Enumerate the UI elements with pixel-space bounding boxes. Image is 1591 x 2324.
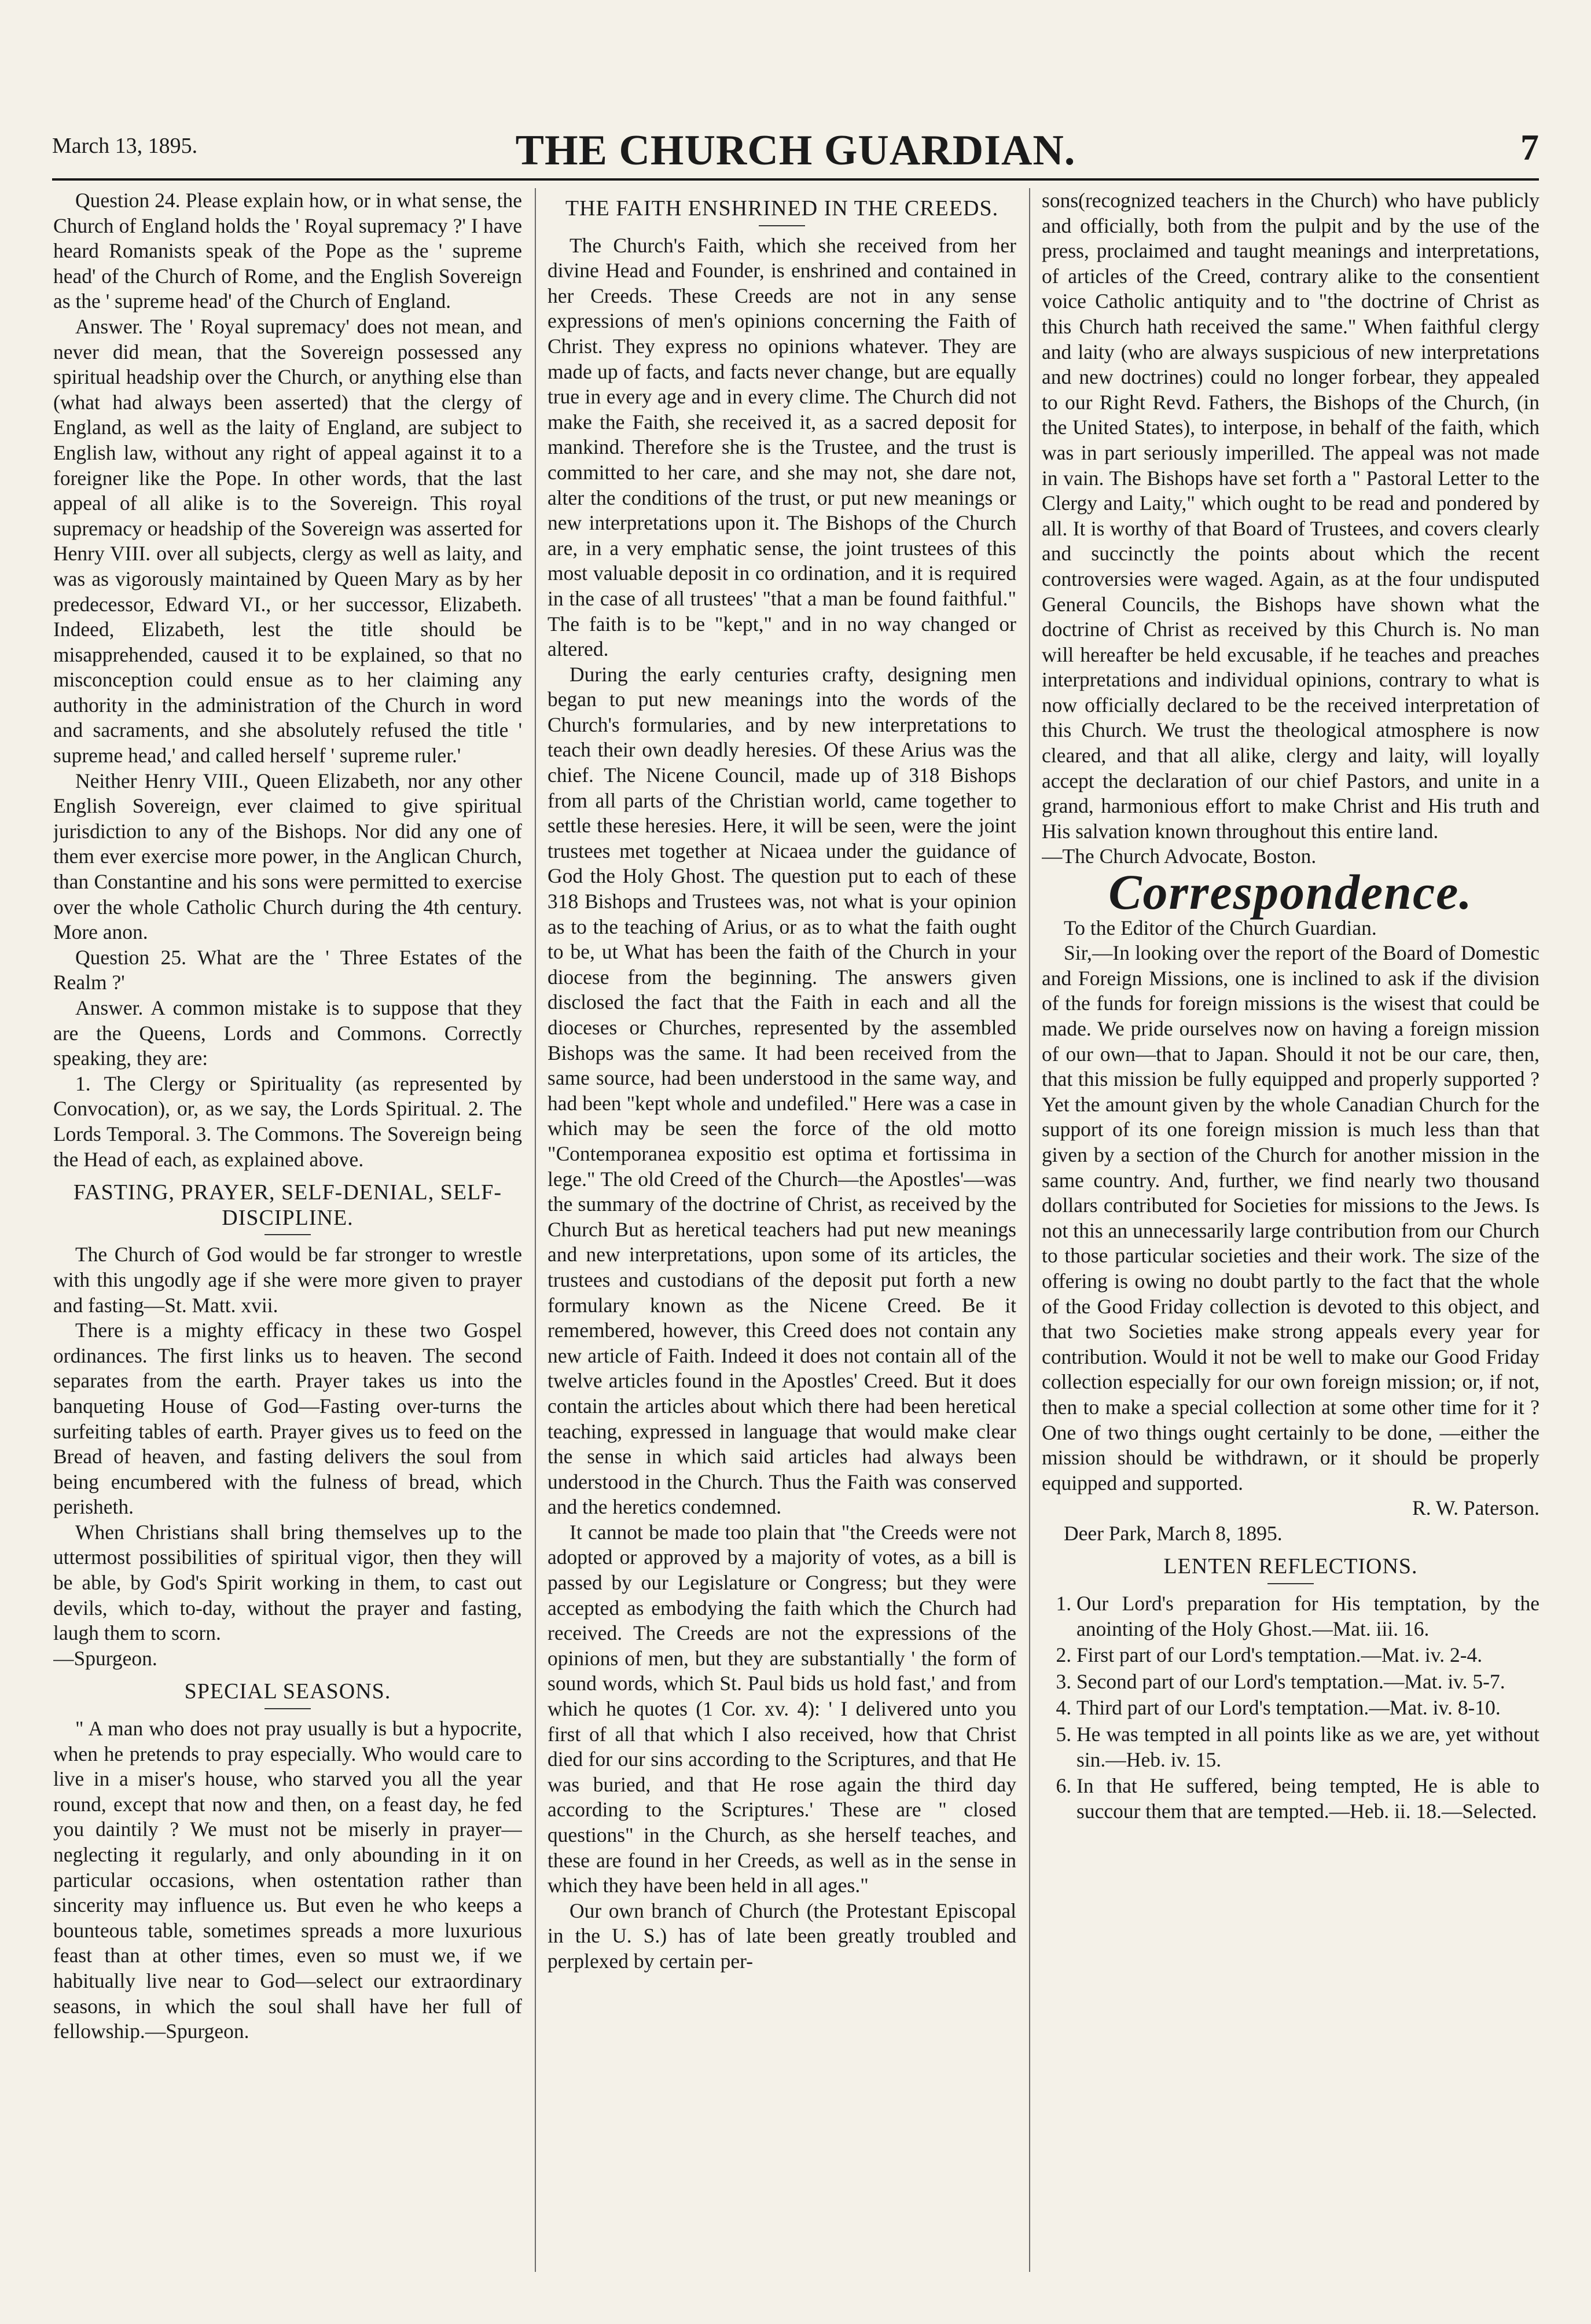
issue-date: March 13, 1895. xyxy=(52,134,198,158)
column-3 xyxy=(1042,188,1539,2283)
lenten-heading: LENTEN REFLECTIONS. xyxy=(1163,1554,1418,1579)
special-seasons-paragraph: " A man who does not pray usually is but a hypocrite, when he pretends to pray especially. Who would care to live in a miser's house, who starved you all the year round, except that now and then, on a feast day, he fed you daintily ? We must not be miserly in prayer—neglecting it regularly, and only abounding in it on particular occasions, when ostentation rather than sincerity may influence us. But even he who keeps a bounteous table, sometimes spreads a more luxurious feast than at other times, even so must we, if we habitually live near to God—select our extraordinary seasons, in which the soul shall have her full of fellowship.—Spurgeon. xyxy=(53,1717,522,2043)
faith-paragraph: During the early centuries crafty, designing men began to put new meanings into the words of the Church's formularies, and by new interpretations to teach their own deadly heresies. Of these Arius was the chief. The Nicene Council, made up of 318 Bishops from all parts of the Christian world, came together to settle these heresies. Here, it will be seen, were the joint trustees met together at Nicaea under the guidance of God the Holy Ghost. The question put to each of these 318 Bishops and Trustees was, not what is your opinion as to the teaching of Arius, or as to what the faith ought to be, ut What has been the faith of the Church in your diocese from the beginning. The answers given disclosed the fact that the Faith in each and all the dioceses or Churches, represented by the assembled Bishops was the same. It had been received from the same source, had been understood in the same way, and had been "kept whole and undefiled." Here was a case in which may be seen the force of the old motto "Contemporanea expositio est optima et fortissima in lege." The old Creed of the Church—the Apostles'—was the summary of the doctrine of Christ, as received by the Church But as heretical teachers had put new meanings and new interpretations, upon some of its articles, the trustees and custodians of the deposit put forth a new formulary known as the Nicene Creed. Be it remembered, however, this Creed does not contain any new article of Faith. Indeed it does not contain all of the twelve articles found in the Apostles' Creed. But it does contain the articles about which there had been heretical teaching, expressed in language that would make clear the sense in which said articles had always been understood in the Church. Thus the Faith was conserved and the heretics condemned. xyxy=(548,662,1016,1519)
page-number: 7 xyxy=(1520,127,1539,168)
list-item: 2. First part of our Lord's temptation.—Mat. iv. 2-4. xyxy=(1076,1643,1539,1668)
column-divider xyxy=(535,188,536,2272)
column-1 xyxy=(53,188,522,2283)
masthead xyxy=(52,126,1539,179)
faith-paragraph: It cannot be made too plain that "the Creeds were not adopted or approved by a majority of votes, as a bill is passed by our Legislature or Congress; but they were accepted as embodying the faith which the Church had received. The Creeds are not the expressions of the opinions of men, but they are substantially ' the form of sound words, which St. Paul bids us hold fast,' and from which he quotes (1 Cor. xv. 4): ' I delivered unto you first of all that which I also received, how that Christ died for our sins according to the Scriptures, and that He was buried, and that He rose again the third day according to the Scriptures.' These are " closed questions" in the Church, as she herself teaches, and these are found in her Creeds, as well as in the sense in which they have been held in all ages." xyxy=(548,1520,1016,1897)
faith-source: —The Church Advocate, Boston. xyxy=(1042,845,1317,868)
special-seasons-heading: SPECIAL SEASONS. xyxy=(184,1679,391,1704)
lenten-list xyxy=(1042,1591,1539,1824)
list-item: 3. Second part of our Lord's temptation.—Mat. iv. 5-7. xyxy=(1076,1669,1539,1695)
letter-salutation: To the Editor of the Church Guardian. xyxy=(1064,916,1377,939)
section-rule xyxy=(759,225,805,226)
list-item: 6. In that He suffered, being tempted, He is able to succour them that are tempted.—Heb. ii. 18.—Selected. xyxy=(1076,1774,1539,1824)
question-25: Question 25. What are the ' Three Estates of the Realm ?' xyxy=(53,945,522,994)
neither-paragraph: Neither Henry VIII., Queen Elizabeth, nor any other English Sovereign, ever claimed to give spiritual jurisdiction to any of the Bishops. Nor did any one of them ever exercise more power, in the Anglican Church, than Constantine and his sons were permitted to exercise over the whole Catholic Church during the 4th century. More anon. xyxy=(53,769,522,944)
section-rule xyxy=(264,1708,311,1709)
answer-25-list: 1. The Clergy or Spirituality (as represented by Convocation), or, as we say, the Lords Spiritual. 2. The Lords Temporal. 3. The Commons. The Sovereign being the Head of each, as explained above. xyxy=(53,1071,522,1171)
fasting-paragraph: When Christians shall bring themselves up to the uttermost possibilities of spiritual vigor, then they will be able, by God's Spirit working in them, to cast out devils, which to-day, without the prayer and fasting, laugh them to scorn. xyxy=(53,1520,522,1645)
fasting-source: —Spurgeon. xyxy=(53,1646,157,1670)
correspondence-heading: Correspondence. xyxy=(1108,864,1473,920)
letter-place: Deer Park, March 8, 1895. xyxy=(1064,1521,1283,1545)
answer-24: Answer. The ' Royal supremacy' does not mean, and never did mean, that the Sovereign possessed any spiritual headship over the Church, or anything else than (what had always been asserted) that the clergy of England, as well as the laity of England, are subject to English law, without any right of appeal against it to a foreigner like the Pope. In other words, that the last appeal of all alike is to the Sovereign. This royal supremacy or headship of the Sovereign was asserted for Henry VIII. over all subjects, clergy as well as laity, and was as vigorously maintained by Queen Mary as by her predecessor, Edward VI., or her successor, Elizabeth. Indeed, Elizabeth, lest the title should be misapprehended, caused it to be explained, so that no misconception could ensue as to her claiming any authority in the administration of the Church in word and sacraments, and she absolutely refused the title ' supreme head,' and called herself ' supreme ruler.' xyxy=(53,314,522,768)
column-2 xyxy=(548,188,1016,2283)
faith-continuation: sons(recognized teachers in the Church) who have publicly and officially, both from the pulpit and by the use of the press, proclaimed and taught meanings and interpretations, of articles of the Creed, contrary alike to the consentient voice Catholic antiquity and to "the doctrine of Christ as this Church hath received the same." When faithful clergy and laity (who are always suspicious of new interpretations and new doctrines) could no longer forbear, they appealed to our Right Revd. Fathers, the Bishops of the Church, (in the United States), to interpose, in behalf of the faith, which was in part seriously imperilled. The appeal was not made in vain. The Bishops have set forth a " Pastoral Letter to the Clergy and Laity," which ought to be read and pondered by all. It is worthy of that Board of Trustees, and covers clearly and succinctly the points about which the recent controversies were waged. Again, as at the four undisputed General Councils, the Bishops have shown what the doctrine of Christ as received by this Church is. No man will hereafter be held excusable, if he teaches and preaches interpretations and individual opinions, contrary to what is now officially declared to be the received interpretation of this Church. We trust the theological atmosphere is now cleared, and that all alike, clergy and laity, will loyally accept the declaration of our chief Pastors, and unite in a grand, harmonious effort to make Christ and His truth and His salvation known throughout this entire land. xyxy=(1042,189,1539,843)
section-rule xyxy=(1267,1583,1314,1584)
fasting-paragraph: The Church of God would be far stronger to wrestle with this ungodly age if she were more given to prayer and fasting—St. Matt. xvii. xyxy=(53,1243,522,1317)
faith-paragraph: The Church's Faith, which she received from her divine Head and Founder, is enshrined and contained in her Creeds. These Creeds are not in any sense expressions of men's opinions concerning the Faith of Christ. They express no opinions whatever. They are made up of facts, and facts never change, but are equally true in every age and in every clime. The Church did not make the Faith, she received it, as a sacred deposit for mankind. Therefore she is the Trustee, and the trust is committed to her care, and she may not, she dare not, alter the conditions of the trust, or put new meanings or new interpretations upon it. The Bishops of the Church are, in a very emphatic sense, the joint trustees of this most valuable deposit in co ordination, and it is required in the case of all trustees' "that a man be found faithful." The faith is to be "kept," and in no way changed or altered. xyxy=(548,233,1016,661)
faith-heading: THE FAITH ENSHRINED IN THE CREEDS. xyxy=(565,196,999,221)
list-item: 1. Our Lord's preparation for His temptation, by the anointing of the Holy Ghost.—Mat. iii. 16. xyxy=(1076,1591,1539,1642)
faith-paragraph: Our own branch of Church (the Protestant Episcopal in the U. S.) has of late been greatly troubled and perplexed by certain per- xyxy=(548,1899,1016,1973)
list-item: 5. He was tempted in all points like as we are, yet without sin.—Heb. iv. 15. xyxy=(1076,1722,1539,1772)
newspaper-title: THE CHURCH GUARDIAN. xyxy=(515,127,1076,174)
letter-signature: R. W. Paterson. xyxy=(1412,1496,1539,1520)
section-rule xyxy=(264,1234,311,1235)
fasting-heading: FASTING, PRAYER, SELF-DENIAL, SELF-DISCIPLINE. xyxy=(73,1180,502,1230)
masthead-rule xyxy=(52,178,1539,181)
column-divider xyxy=(1029,188,1030,2272)
letter-body: Sir,—In looking over the report of the Board of Domestic and Foreign Missions, one is inclined to ask if the division of the funds for foreign missions is the wisest that could be made. We pride ourselves now on having a foreign mission of our own—that to Japan. Should it not be our care, then, that this mission be fully equipped and properly supported ? Yet the amount given by the whole Canadian Church for the support of its one foreign mission is much less than that given by a section of the Church for another mission in the same country. And, further, we find nearly two thousand dollars contributed for Societies for missions to the Jews. Is not this an unnecessarily large contribution from our Church to those particular societies and their work. The size of the offering is owing no doubt partly to the fact that the whole of the Good Friday collection is devoted to this object, and that two Societies make strong appeals every year for contribution. Would it not be well to make our Good Friday collection especially for our own foreign mission; or, if not, then to make a special collection at some other time for it ? One of two things ought certainly to be done, —either the mission should be withdrawn, or it should be properly equipped and supported. xyxy=(1042,941,1539,1495)
answer-25: Answer. A common mistake is to suppose that they are the Queens, Lords and Commons. Correctly speaking, they are: xyxy=(53,996,522,1070)
fasting-paragraph: There is a mighty efficacy in these two Gospel ordinances. The first links us to heaven. The second separates from the earth. Prayer takes us into the banqueting House of God—Fasting over-turns the surfeiting tables of earth. Prayer gives us to feed on the Bread of heaven, and fasting delivers the soul from being encumbered with the fulness of bread, which perisheth. xyxy=(53,1319,522,1519)
list-item: 4. Third part of our Lord's temptation.—Mat. iv. 8-10. xyxy=(1076,1695,1539,1721)
question-24: Question 24. Please explain how, or in what sense, the Church of England holds the ' Royal supremacy ?' I have heard Romanists speak of the Pope as the ' supreme head' of the Church of Rome, and the English Sovereign as the ' supreme head' of the Church of England. xyxy=(53,189,522,313)
